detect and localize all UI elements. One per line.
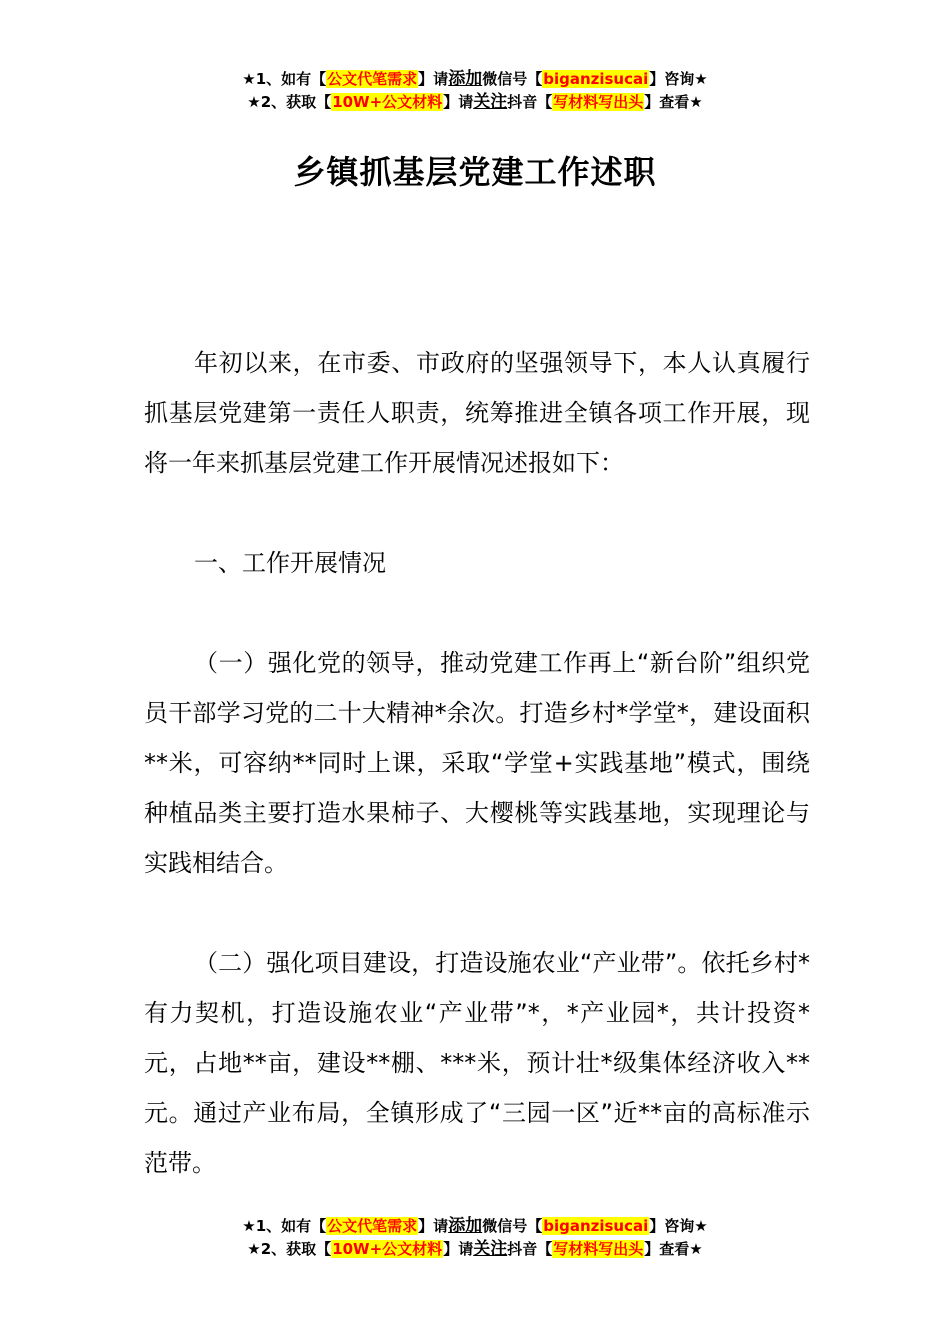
promo-line-2 xyxy=(0,1238,950,1261)
intro-paragraph: 年初以来，在市委、市政府的坚强领导下，本人认真履行抓基层党建第一责任人职责，统筹推进全镇各项工作开展，现将一年来抓基层党建工作开展情况述报如下： xyxy=(144,349,810,477)
promo-text: 】请 xyxy=(443,1240,474,1258)
header-promo-banner xyxy=(0,68,950,114)
promo-text: ★2、获取【 xyxy=(247,1240,332,1258)
promo-text: 抖音【 xyxy=(507,1240,553,1258)
section-heading: 一、工作开展情况 xyxy=(194,549,386,577)
promo-text: 】请 xyxy=(418,70,449,88)
promo-highlight: 10W+公文材料 xyxy=(332,1240,443,1258)
promo-text: 】咨询★ xyxy=(649,1217,708,1235)
promo-text: ★2、获取【 xyxy=(247,93,332,111)
promo-text: 微信号【 xyxy=(482,1217,543,1235)
promo-highlight: biganzisucai xyxy=(543,70,649,88)
promo-highlight: 写材料写出头 xyxy=(553,93,644,111)
promo-text: 抖音【 xyxy=(507,93,553,111)
promo-highlight: 公文代笔需求 xyxy=(327,70,418,88)
promo-line-1 xyxy=(0,1215,950,1238)
promo-text: ★1、如有【 xyxy=(242,70,327,88)
footer-promo-banner xyxy=(0,1215,950,1261)
item-paragraph-1: （一）强化党的领导，推动党建工作再上“新台阶”组织党员干部学习党的二十大精神*余次。打造乡村*学堂*，建设面积**米，可容纳**同时上课，采取“学堂+实践基地”模式，围绕种植品类主要打造水果柿子、大樱桃等实践基地，实现理论与实践相结合。 xyxy=(144,649,810,877)
promo-line-1 xyxy=(0,68,950,91)
promo-text: 】咨询★ xyxy=(649,70,708,88)
item-paragraph-2: （二）强化项目建设，打造设施农业“产业带”。依托乡村*有力契机，打造设施农业“产业带”*，*产业园*，共计投资*元，占地**亩，建设**棚、***米，预计壮*级集体经济收入**元。通过产业布局，全镇形成了“三园一区”近**亩的高标准示范带。 xyxy=(144,949,810,1177)
promo-text: 】查看★ xyxy=(644,93,703,111)
promo-underlined: 关注 xyxy=(473,92,508,112)
promo-underlined: 添加 xyxy=(448,1216,483,1236)
promo-text: ★1、如有【 xyxy=(242,1217,327,1235)
promo-text: 】请 xyxy=(443,93,474,111)
promo-highlight: 10W+公文材料 xyxy=(332,93,443,111)
promo-underlined: 关注 xyxy=(473,1239,508,1259)
promo-text: 】查看★ xyxy=(644,1240,703,1258)
document-body xyxy=(144,338,810,1188)
promo-highlight: biganzisucai xyxy=(543,1217,649,1235)
promo-highlight: 公文代笔需求 xyxy=(327,1217,418,1235)
document-title: 乡镇抓基层党建工作述职 xyxy=(293,153,657,191)
promo-text: 微信号【 xyxy=(482,70,543,88)
promo-highlight: 写材料写出头 xyxy=(553,1240,644,1258)
promo-text: 】请 xyxy=(418,1217,449,1235)
promo-underlined: 添加 xyxy=(448,69,483,89)
promo-line-2 xyxy=(0,91,950,114)
